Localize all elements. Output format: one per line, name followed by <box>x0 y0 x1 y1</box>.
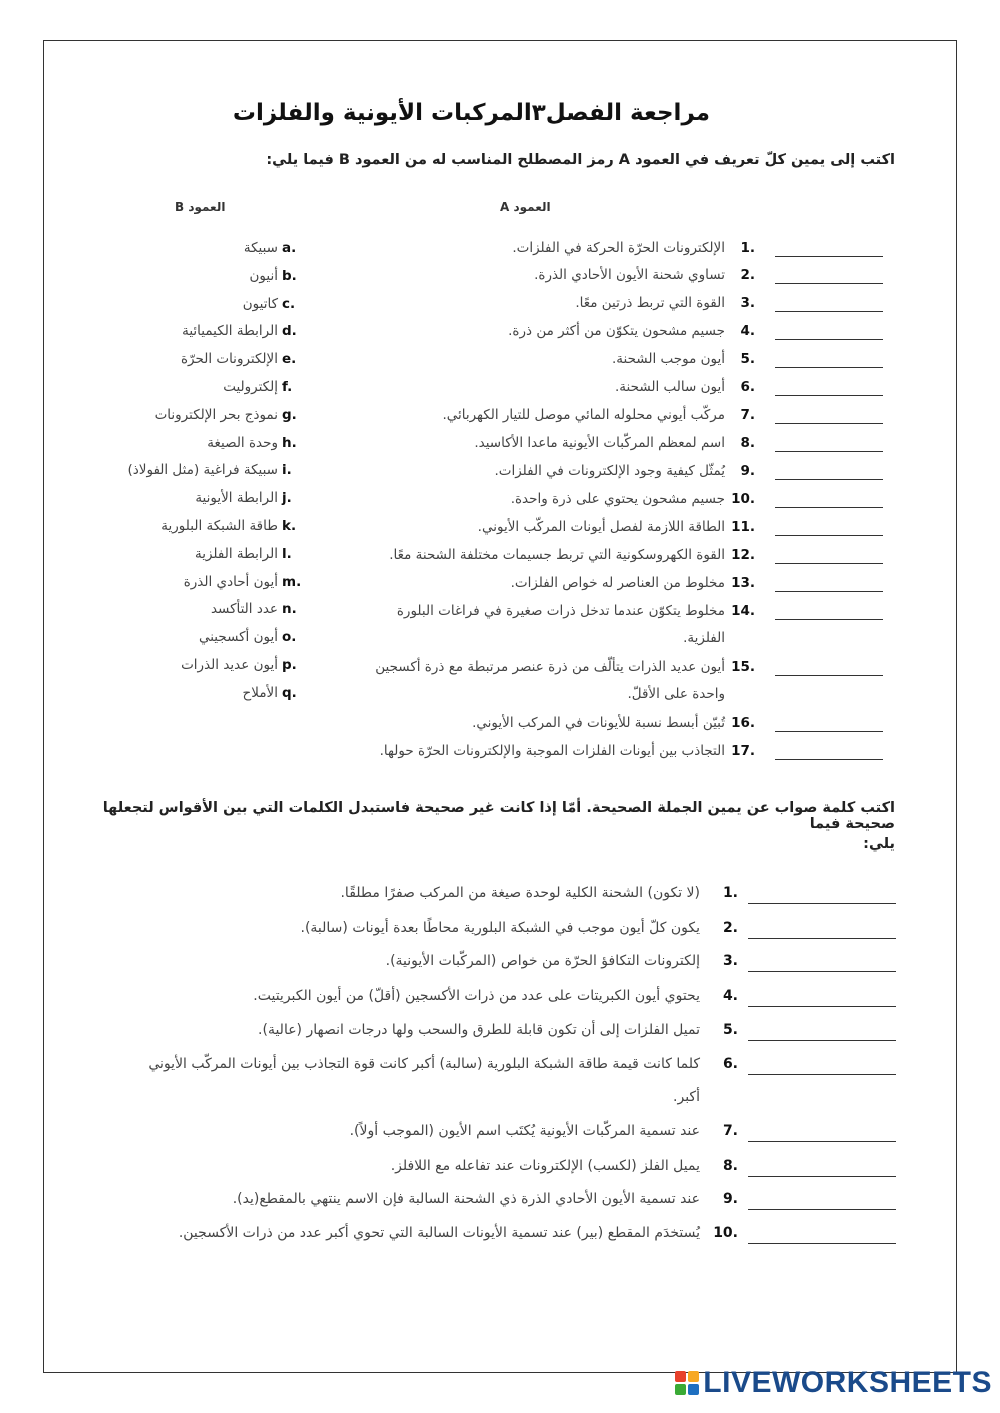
item-text: كلما كانت قيمة طاقة الشبكة البلورية (سالبة) أكبر كانت قوة التجاذب بين أيونات المركّب الأيوني <box>148 1056 700 1072</box>
answer-blank[interactable] <box>775 759 883 760</box>
term-letter: q. <box>282 684 297 701</box>
item-text: تميل الفلزات إلى أن تكون قابلة للطرق والسحب ولها درجات انصهار (عالية). <box>258 1022 700 1038</box>
item-text: القوة الكهروسكونية التي تربط جسيمات مختلفة الشحنة معًا. <box>389 547 725 563</box>
section1-instruction: اكتب إلى يمين كلّ تعريف في العمود A رمز المصطلح المناسب له من العمود B فيما يلي: <box>266 152 895 168</box>
item-number: 4. <box>740 323 755 339</box>
item-number: 7. <box>722 1123 738 1139</box>
answer-blank[interactable] <box>748 1243 896 1244</box>
answer-blank[interactable] <box>775 283 883 284</box>
item-number: 15. <box>731 659 755 675</box>
term-letter: g. <box>282 406 297 423</box>
item-number: 1. <box>722 885 738 901</box>
item-text: أيون عديد الذرات يتألّف من ذرة عنصر مرتبطة مع ذرة أكسجين <box>375 659 725 675</box>
item-text-cont: الفلزية. <box>683 630 725 646</box>
term-letter: i. <box>282 462 292 479</box>
column-a-header: العمود A <box>500 200 551 214</box>
term-text: الرابطة الأيونية <box>195 490 278 507</box>
item-number: 13. <box>731 575 755 591</box>
logo-square <box>675 1384 686 1395</box>
item-text: التجاذب بين أيونات الفلزات الموجبة والإلكترونات الحرّة حولها. <box>379 743 725 759</box>
term-text: وحدة الصيغة <box>207 434 278 451</box>
item-text: أيون موجب الشحنة. <box>611 351 725 367</box>
item-text: (لا تكون) الشحنة الكلية لوحدة صيغة من المركب صفرًا مطلقًا. <box>340 885 700 901</box>
item-text: اسم لمعظم المركّبات الأيونية ماعدا الأكاسيد. <box>474 435 725 451</box>
item-number: 16. <box>731 715 755 731</box>
term-text: عدد التأكسد <box>210 601 278 618</box>
term-letter: o. <box>282 629 297 646</box>
term-text: كاتيون <box>242 295 278 312</box>
answer-blank[interactable] <box>775 619 883 620</box>
item-number: 2. <box>722 920 738 936</box>
item-text: جسيم مشحون يحتوي على ذرة واحدة. <box>510 491 725 507</box>
item-text: مخلوط من العناصر له خواص الفلزات. <box>510 575 725 591</box>
logo-square <box>688 1371 699 1382</box>
item-text: مركّب أيوني محلوله المائي موصل للتيار الكهربائي. <box>442 407 725 423</box>
item-text: القوة التي تربط ذرتين معًا. <box>575 295 725 311</box>
item-number: 7. <box>740 407 755 423</box>
item-number: 9. <box>740 463 755 479</box>
item-number: 2. <box>740 267 755 283</box>
answer-blank[interactable] <box>748 1006 896 1007</box>
answer-blank[interactable] <box>775 256 883 257</box>
term-letter: k. <box>282 518 297 534</box>
term-letter: d. <box>282 323 297 340</box>
term-text: أيون أكسجيني <box>198 629 278 646</box>
item-text: يُستخدَم المقطع (بير) عند تسمية الأيونات السالبة التي تحوي أكبر عدد من ذرات الأكسجين. <box>178 1225 700 1241</box>
item-text: عند تسمية الأيون الأحادي الذرة ذي الشحنة السالبة فإن الاسم ينتهي بالمقطع(يد). <box>232 1191 700 1207</box>
item-number: 6. <box>740 379 755 395</box>
item-text: يكون كلّ أيون موجب في الشبكة البلورية محاطًا بعدة أيونات (سالبة). <box>300 920 700 936</box>
answer-blank[interactable] <box>775 367 883 368</box>
answer-blank[interactable] <box>748 1074 896 1075</box>
term-letter: b. <box>282 267 297 284</box>
answer-blank[interactable] <box>748 1040 896 1041</box>
answer-blank[interactable] <box>775 423 883 424</box>
answer-blank[interactable] <box>748 903 896 904</box>
term-text: نموذج بحر الإلكترونات <box>154 406 278 423</box>
item-number: 11. <box>731 519 755 535</box>
answer-blank[interactable] <box>775 507 883 508</box>
answer-blank[interactable] <box>775 339 883 340</box>
term-letter: h. <box>282 434 297 451</box>
term-text: سبيكة <box>243 240 278 256</box>
section2-instruction-cont: يلي: <box>863 836 895 852</box>
logo-square <box>675 1371 686 1382</box>
term-letter: n. <box>282 601 297 618</box>
item-text: الطاقة اللازمة لفصل أيونات المركّب الأيوني. <box>477 519 725 535</box>
item-number: 17. <box>731 743 755 759</box>
answer-blank[interactable] <box>748 971 896 972</box>
column-b-header: العمود B <box>175 200 226 214</box>
item-number: 10. <box>731 491 755 507</box>
item-text: إلكترونات التكافؤ الحرّة من خواص (المركّبات الأيونية). <box>385 953 700 969</box>
term-text: الأملاح <box>242 684 278 701</box>
answer-blank[interactable] <box>748 1209 896 1210</box>
answer-blank[interactable] <box>748 1176 896 1177</box>
term-text: أنيون <box>249 267 278 284</box>
item-number: 6. <box>722 1056 738 1072</box>
item-text: أيون سالب الشحنة. <box>615 379 725 395</box>
answer-blank[interactable] <box>775 675 883 676</box>
item-text: يُمثّل كيفية وجود الإلكترونات في الفلزات. <box>494 463 725 479</box>
term-text: سبيكة فراغية (مثل الفولاذ) <box>127 462 278 479</box>
term-text: أيون أحادي الذرة <box>183 573 278 590</box>
answer-blank[interactable] <box>775 535 883 536</box>
answer-blank[interactable] <box>748 1141 896 1142</box>
logo-icon <box>675 1371 699 1395</box>
item-number: 8. <box>740 435 755 451</box>
item-text: جسيم مشحون يتكوّن من أكثر من ذرة. <box>508 323 725 339</box>
item-number: 9. <box>722 1191 738 1207</box>
term-letter: c. <box>282 295 296 312</box>
item-number: 3. <box>722 953 738 969</box>
item-number: 5. <box>740 351 755 367</box>
section2-instruction: اكتب كلمة صواب عن يمين الجملة الصحيحة. أمّا إذا كانت غير صحيحة فاستبدل الكلمات التي بين الأقواس لتجعلها صحيحة فيما <box>102 800 895 832</box>
item-text: عند تسمية المركّبات الأيونية يُكتَب اسم الأيون (الموجب أولاً). <box>349 1123 700 1139</box>
item-text: الإلكترونات الحرّة الحركة في الفلزات. <box>512 240 725 256</box>
page-title: مراجعة الفصل٣المركبات الأيونية والفلزات <box>232 100 710 126</box>
item-number: 1. <box>740 240 755 256</box>
term-letter: f. <box>282 379 293 395</box>
item-number: 4. <box>722 988 738 1004</box>
item-number: 3. <box>740 295 755 311</box>
term-letter: j. <box>282 490 292 507</box>
item-number: 12. <box>731 547 755 563</box>
item-text: يحتوي أيون الكبريتات على عدد من ذرات الأكسجين (أقلّ) من أيون الكبريتيت. <box>253 988 700 1004</box>
answer-blank[interactable] <box>775 451 883 452</box>
answer-blank[interactable] <box>775 479 883 480</box>
term-letter: m. <box>282 573 302 590</box>
logo-text: LIVEWORKSHEETS <box>703 1366 992 1399</box>
item-text: تُبيّن أبسط نسبة للأيونات في المركب الأيوني. <box>472 715 725 731</box>
item-text: مخلوط يتكوّن عندما تدخل ذرات صغيرة في فراغات البلورة <box>396 603 725 619</box>
term-text: الرابطة الكيميائية <box>182 323 278 340</box>
term-text: أيون عديد الذرات <box>181 657 278 673</box>
answer-blank[interactable] <box>775 731 883 732</box>
item-text-cont: أكبر. <box>673 1089 700 1105</box>
liveworksheets-logo <box>675 1363 992 1403</box>
term-text: الإلكترونات الحرّة <box>180 351 278 368</box>
item-text: يميل الفلز (لكسب) الإلكترونات عند تفاعله مع اللافلز. <box>390 1158 700 1174</box>
answer-blank[interactable] <box>775 591 883 592</box>
term-text: إلكتروليت <box>223 379 278 395</box>
term-text: طاقة الشبكة البلورية <box>161 518 278 534</box>
term-letter: p. <box>282 657 297 673</box>
item-text: تساوي شحنة الأيون الأحادي الذرة. <box>534 267 725 283</box>
item-number: 8. <box>722 1158 738 1174</box>
item-text-cont: واحدة على الأقلّ. <box>627 686 725 702</box>
term-text: الرابطة الفلزية <box>194 545 278 562</box>
answer-blank[interactable] <box>775 563 883 564</box>
answer-blank[interactable] <box>775 311 883 312</box>
item-number: 14. <box>731 603 755 619</box>
item-number: 5. <box>722 1022 738 1038</box>
term-letter: l. <box>282 545 292 562</box>
answer-blank[interactable] <box>775 395 883 396</box>
item-number: 10. <box>713 1225 738 1241</box>
answer-blank[interactable] <box>748 938 896 939</box>
logo-square <box>688 1384 699 1395</box>
term-letter: a. <box>282 240 297 256</box>
term-letter: e. <box>282 351 297 368</box>
